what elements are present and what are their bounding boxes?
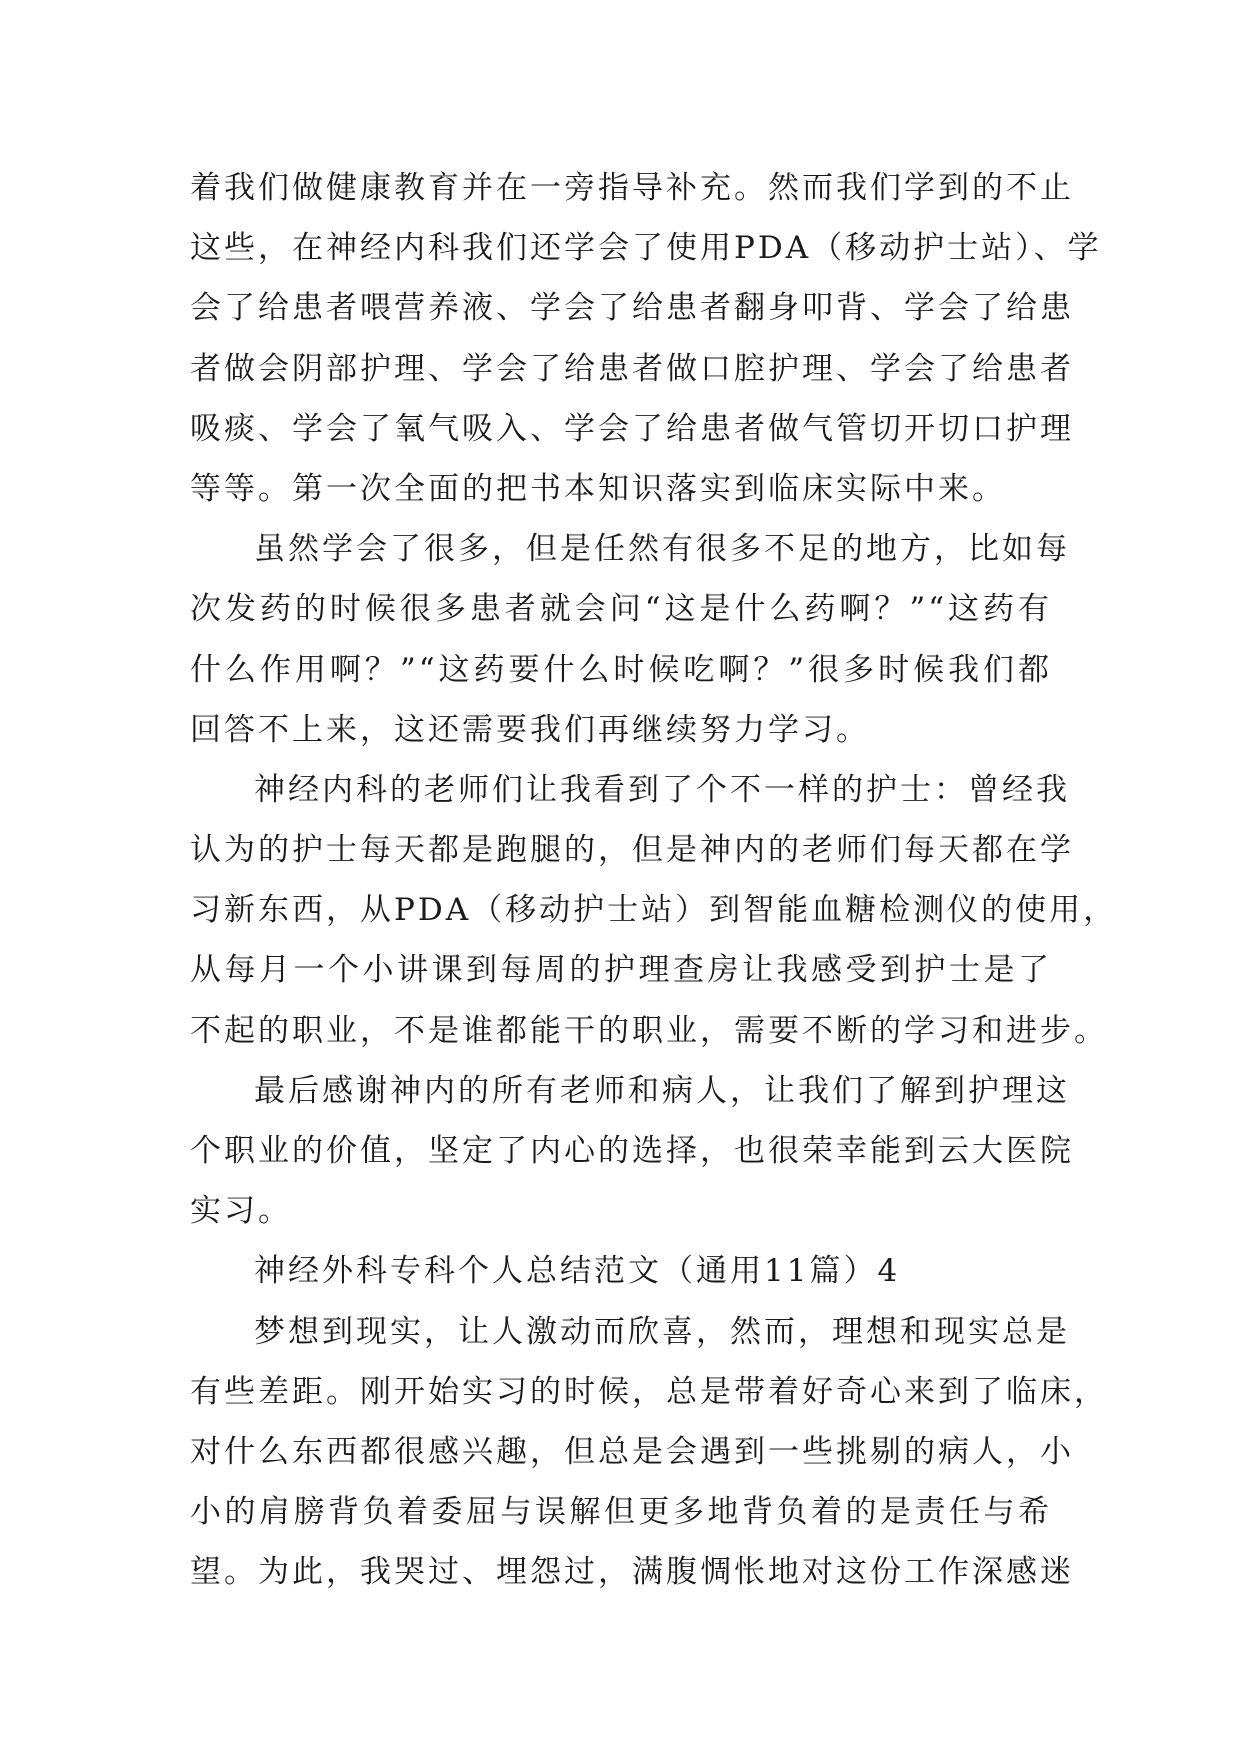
text-line: 回答不上来，这还需要我们再继续努力学习。 — [190, 711, 870, 748]
text-line: 者做会阴部护理、学会了给患者做口腔护理、学会了给患者 — [190, 350, 1074, 387]
document-body — [190, 158, 1118, 1603]
text-line: 神经外科专科个人总结范文（通用11篇）4 — [254, 1253, 901, 1290]
text-line: 小的肩膀背负着委屈与误解但更多地背负着的是责任与希 — [190, 1494, 1052, 1531]
text-line: 次发药的时候很多患者就会问“这是什么药啊？”“这药有 — [190, 591, 1052, 628]
text-line: 什么作用啊？”“这药要什么时候吃啊？”很多时候我们都 — [190, 651, 1052, 688]
text-line: 神经内科的老师们让我看到了个不一样的护士：曾经我 — [254, 771, 1070, 808]
text-line: 等等。第一次全面的把书本知识落实到临床实际中来。 — [190, 470, 1006, 507]
text-line: 习新东西，从PDA（移动护士站）到智能血糖检测仪的使用， — [190, 892, 1118, 929]
text-line: 不起的职业，不是谁都能干的职业，需要不断的学习和进步。 — [190, 1012, 1108, 1049]
text-line: 认为的护士每天都是跑腿的，但是神内的老师们每天都在学 — [190, 832, 1074, 869]
text-line: 会了给患者喂营养液、学会了给患者翻身叩背、学会了给患 — [190, 290, 1074, 327]
text-line: 有些差距。刚开始实习的时候，总是带着好奇心来到了临床， — [190, 1373, 1108, 1410]
text-line: 望。为此，我哭过、埋怨过，满腹惆怅地对这份工作深感迷 — [190, 1554, 1074, 1591]
text-line: 虽然学会了很多，但是任然有很多不足的地方，比如每 — [254, 531, 1070, 568]
text-line: 这些，在神经内科我们还学会了使用PDA（移动护士站）、学 — [190, 230, 1102, 267]
text-line: 着我们做健康教育并在一旁指导补充。然而我们学到的不止 — [190, 170, 1074, 206]
text-line: 吸痰、学会了氧气吸入、学会了给患者做气管切开切口护理 — [190, 410, 1074, 447]
text-line: 最后感谢神内的所有老师和病人，让我们了解到护理这 — [254, 1072, 1070, 1109]
text-line: 梦想到现实，让人激动而欣喜，然而，理想和现实总是 — [254, 1313, 1070, 1350]
text-line: 从每月一个小讲课到每周的护理查房让我感受到护士是了 — [190, 952, 1052, 989]
text-line: 对什么东西都很感兴趣，但总是会遇到一些挑剔的病人，小 — [190, 1433, 1074, 1470]
text-line: 实习。 — [190, 1193, 292, 1230]
text-line: 个职业的价值，坚定了内心的选择，也很荣幸能到云大医院 — [190, 1133, 1074, 1169]
